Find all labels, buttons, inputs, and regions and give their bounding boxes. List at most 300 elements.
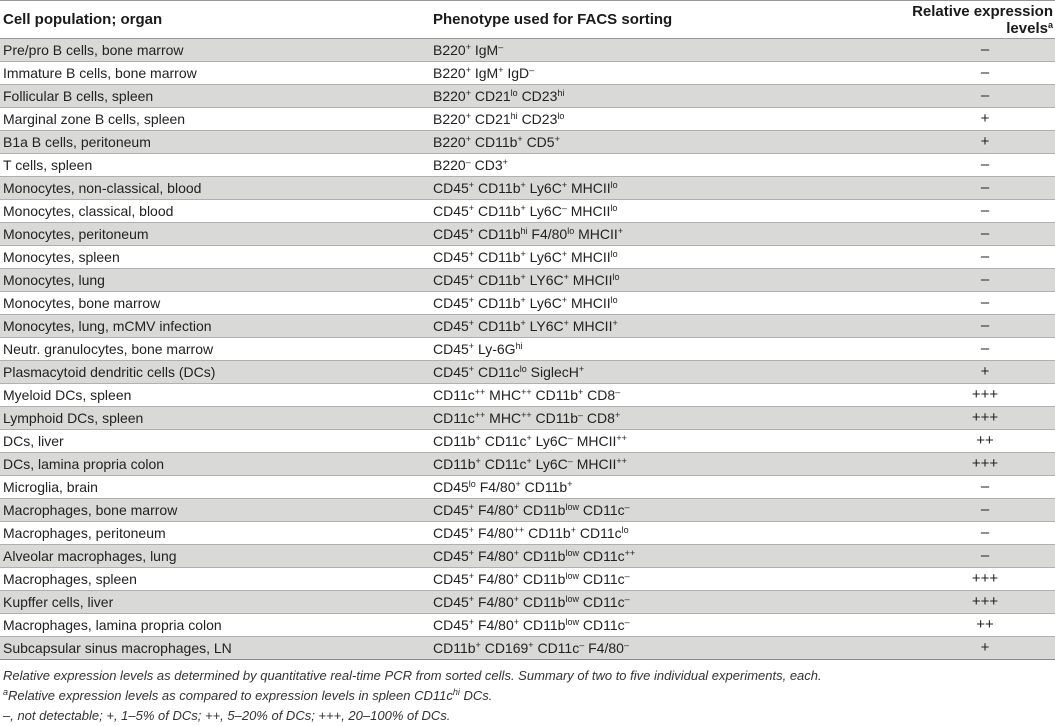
marker-level: + (468, 226, 475, 236)
header-relative-expression (865, 1, 1055, 39)
marker-name: CD11c (433, 387, 475, 403)
marker-level: + (513, 617, 520, 627)
marker-name: F4/80 (477, 571, 514, 587)
marker-name: CD5 (526, 134, 555, 150)
header-relative-label: Relative expression levels (912, 2, 1053, 37)
table-row (0, 637, 1055, 660)
footnote-summary: Relative expression levels as determined by quantitative real-time PCR from sorted cells. Summary of two to five individual experiments, each. (3, 668, 822, 683)
marker-name: CD11c (433, 410, 475, 426)
marker-name: MHCII (570, 249, 611, 265)
marker-name: CD11c (484, 456, 527, 472)
marker-name: MHCII (570, 295, 611, 311)
marker-name: CD11c (484, 433, 527, 449)
cell-population-cell: Monocytes, spleen (0, 246, 425, 269)
marker-level: ++ (616, 433, 627, 443)
table-row (0, 545, 1055, 568)
marker-level: + (468, 594, 475, 604)
phenotype-cell (425, 131, 865, 154)
marker-name: LY6C (529, 272, 564, 288)
relative-expression-cell: + (865, 108, 1055, 131)
marker-level: lo (468, 479, 476, 489)
marker-name: IgM (474, 42, 499, 58)
cell-population-cell: Macrophages, spleen (0, 568, 425, 591)
marker-name: MHCII (570, 203, 611, 219)
table-row (0, 430, 1055, 453)
cell-population-cell: Myeloid DCs, spleen (0, 384, 425, 407)
relative-expression-cell: + (865, 637, 1055, 660)
marker-level: ++ (513, 525, 525, 535)
marker-name: CD11b (522, 617, 566, 633)
marker-name: CD11b (477, 318, 521, 334)
marker-name: Ly-6G (477, 341, 516, 357)
marker-level: + (612, 318, 618, 328)
cell-population-cell: Plasmacytoid dendritic cells (DCs) (0, 361, 425, 384)
cell-population-cell: Follicular B cells, spleen (0, 85, 425, 108)
cell-population-cell: T cells, spleen (0, 154, 425, 177)
marker-level: – (578, 410, 584, 420)
marker-level: + (468, 341, 475, 351)
phenotype-cell (425, 315, 865, 338)
marker-level: low (565, 548, 579, 558)
table-row (0, 568, 1055, 591)
marker-level: lo (519, 364, 527, 374)
relative-expression-cell: – (865, 476, 1055, 499)
marker-level: + (468, 295, 475, 305)
marker-level: + (475, 456, 481, 466)
marker-name: Ly6C (535, 456, 568, 472)
marker-name: CD45 (433, 226, 469, 242)
relative-expression-cell: – (865, 177, 1055, 200)
marker-level: + (513, 571, 520, 581)
phenotype-cell (425, 476, 865, 499)
phenotype-cell (425, 361, 865, 384)
marker-name: B220 (433, 157, 466, 173)
marker-name: CD45 (433, 571, 469, 587)
marker-level: – (465, 157, 471, 167)
marker-level: + (578, 387, 584, 397)
cell-population-cell: Macrophages, bone marrow (0, 499, 425, 522)
marker-level: lo (610, 249, 618, 259)
marker-name: F4/80 (477, 594, 514, 610)
marker-name: CD11c (582, 548, 625, 564)
marker-name: Ly6C (529, 295, 562, 311)
marker-name: F4/80 (477, 617, 514, 633)
marker-level: + (578, 364, 585, 374)
marker-name: CD11b (477, 295, 521, 311)
marker-level: + (520, 203, 526, 213)
header-relative-footnote-mark: a (1047, 19, 1053, 30)
table-row (0, 407, 1055, 430)
relative-expression-cell: ++ (865, 430, 1055, 453)
relative-expression-cell: +++ (865, 453, 1055, 476)
relative-expression-cell: +++ (865, 591, 1055, 614)
marker-level: ++ (474, 387, 486, 397)
marker-name: CD3 (474, 157, 503, 173)
marker-name: F4/80 (588, 640, 624, 656)
marker-level: + (465, 111, 471, 121)
marker-level: ++ (616, 456, 627, 466)
marker-name: CD23 (521, 88, 558, 104)
marker-name: B220 (433, 42, 466, 58)
table-row (0, 131, 1055, 154)
marker-level: – (561, 203, 567, 213)
marker-name: B220 (433, 111, 466, 127)
footnote-legend: –, not detectable; +, 1–5% of DCs; ++, 5–20% of DCs; +++, 20–100% of DCs. (3, 708, 451, 723)
marker-name: CD11c (582, 594, 625, 610)
relative-expression-cell: – (865, 200, 1055, 223)
marker-level: + (570, 525, 576, 535)
marker-name: CD11b (522, 571, 566, 587)
table-row (0, 200, 1055, 223)
marker-level: ++ (521, 410, 532, 420)
marker-level: + (561, 295, 568, 305)
marker-level: + (513, 502, 520, 512)
marker-level: lo (612, 272, 620, 282)
marker-name: CD45 (433, 502, 469, 518)
marker-level: low (565, 617, 579, 627)
marker-level: + (502, 157, 508, 167)
phenotype-cell (425, 407, 865, 430)
marker-name: F4/80 (479, 479, 516, 495)
marker-level: – (623, 640, 629, 650)
cell-population-cell: Monocytes, lung (0, 269, 425, 292)
footnote-a-mark: a (3, 687, 9, 697)
phenotype-cell (425, 338, 865, 361)
table-row (0, 338, 1055, 361)
cell-population-cell: Marginal zone B cells, spleen (0, 108, 425, 131)
cell-population-cell: Lymphoid DCs, spleen (0, 407, 425, 430)
marker-level: + (465, 134, 471, 144)
marker-name: MHCII (570, 180, 611, 196)
marker-name: LY6C (529, 318, 564, 334)
phenotype-cell (425, 545, 865, 568)
marker-name: CD11b (474, 134, 518, 150)
table-row (0, 499, 1055, 522)
marker-level: + (520, 318, 526, 328)
marker-name: CD45 (433, 479, 469, 495)
relative-expression-cell: – (865, 499, 1055, 522)
marker-name: CD11b (477, 272, 521, 288)
phenotype-cell (425, 223, 865, 246)
phenotype-cell (425, 39, 865, 62)
relative-expression-cell: + (865, 131, 1055, 154)
marker-level: – (579, 640, 585, 650)
marker-level: ++ (521, 387, 532, 397)
table-row (0, 108, 1055, 131)
marker-level: lo (557, 111, 565, 121)
relative-expression-cell: – (865, 39, 1055, 62)
table-row (0, 476, 1055, 499)
marker-name: CD11b (522, 502, 566, 518)
phenotype-cell (425, 154, 865, 177)
marker-level: + (468, 318, 475, 328)
marker-name: CD45 (433, 295, 469, 311)
marker-level: + (475, 433, 481, 443)
marker-name: Ly6C (529, 180, 562, 196)
marker-level: + (517, 134, 523, 144)
phenotype-cell (425, 568, 865, 591)
marker-name: CD169 (484, 640, 529, 656)
cell-population-cell: Subcapsular sinus macrophages, LN (0, 637, 425, 660)
marker-name: CD45 (433, 594, 469, 610)
marker-level: low (565, 502, 579, 512)
marker-level: + (475, 640, 481, 650)
phenotype-cell (425, 522, 865, 545)
phenotype-cell (425, 85, 865, 108)
cell-population-cell: Alveolar macrophages, lung (0, 545, 425, 568)
marker-level: hi (557, 88, 565, 98)
marker-name: CD11b (535, 387, 579, 403)
marker-level: + (563, 318, 569, 328)
marker-level: + (563, 272, 569, 282)
footnote-a (3, 686, 1055, 706)
cell-population-cell: Monocytes, bone marrow (0, 292, 425, 315)
footnote-a-tail: DCs. (459, 688, 493, 703)
marker-name: CD23 (521, 111, 558, 127)
marker-name: CD11c (579, 525, 622, 541)
marker-name: MHC (489, 410, 522, 426)
table-row (0, 361, 1055, 384)
table-row (0, 384, 1055, 407)
relative-expression-cell: + (865, 361, 1055, 384)
phenotype-cell (425, 292, 865, 315)
table-row (0, 85, 1055, 108)
relative-expression-cell: +++ (865, 568, 1055, 591)
marker-name: CD11b (477, 249, 521, 265)
marker-name: MHCII (576, 433, 617, 449)
relative-expression-cell: – (865, 522, 1055, 545)
cell-population-cell: B1a B cells, peritoneum (0, 131, 425, 154)
marker-level: + (468, 180, 475, 190)
marker-level: + (468, 272, 475, 282)
phenotype-cell (425, 430, 865, 453)
marker-level: + (465, 42, 471, 52)
table-row (0, 154, 1055, 177)
marker-name: CD11c (582, 571, 625, 587)
marker-level: + (526, 456, 532, 466)
marker-level: + (468, 571, 475, 581)
marker-name: CD45 (433, 272, 469, 288)
marker-level: low (565, 594, 579, 604)
marker-level: – (624, 594, 630, 604)
relative-expression-cell: – (865, 545, 1055, 568)
marker-name: CD45 (433, 617, 469, 633)
cell-population-cell: Kupffer cells, liver (0, 591, 425, 614)
phenotype-cell (425, 384, 865, 407)
marker-name: CD45 (433, 249, 469, 265)
marker-name: CD11b (524, 479, 568, 495)
marker-name: CD21 (474, 111, 511, 127)
phenotype-cell (425, 453, 865, 476)
cell-population-cell: Monocytes, lung, mCMV infection (0, 315, 425, 338)
marker-level: – (567, 433, 573, 443)
marker-name: MHCII (572, 318, 613, 334)
marker-name: B220 (433, 65, 466, 81)
marker-name: CD11b (522, 594, 566, 610)
marker-name: CD21 (474, 88, 511, 104)
table-row (0, 246, 1055, 269)
marker-name: CD45 (433, 341, 469, 357)
marker-level: – (498, 42, 504, 52)
marker-level: hi (515, 341, 523, 351)
table-row (0, 614, 1055, 637)
marker-level: – (529, 65, 535, 75)
phenotype-cell (425, 269, 865, 292)
marker-level: lo (610, 180, 618, 190)
marker-level: + (520, 180, 526, 190)
relative-expression-cell: – (865, 269, 1055, 292)
table-row (0, 223, 1055, 246)
marker-name: CD11b (477, 226, 521, 242)
marker-level: + (561, 249, 568, 259)
marker-level: lo (610, 203, 618, 213)
marker-level: low (565, 571, 579, 581)
marker-level: + (468, 249, 475, 259)
cell-population-cell: Pre/pro B cells, bone marrow (0, 39, 425, 62)
relative-expression-cell: +++ (865, 384, 1055, 407)
marker-name: F4/80 (531, 226, 568, 242)
phenotype-cell (425, 177, 865, 200)
cell-population-cell: DCs, liver (0, 430, 425, 453)
marker-level: + (617, 226, 624, 236)
marker-name: Ly6C (535, 433, 568, 449)
marker-name: F4/80 (477, 525, 514, 541)
marker-level: + (465, 88, 471, 98)
marker-level: hi (520, 226, 528, 236)
marker-level: + (465, 65, 471, 75)
relative-expression-cell: – (865, 292, 1055, 315)
header-phenotype: Phenotype used for FACS sorting (425, 1, 865, 39)
marker-level: + (520, 295, 526, 305)
marker-level: – (615, 387, 621, 397)
marker-level: + (468, 203, 475, 213)
marker-name: F4/80 (477, 502, 514, 518)
phenotype-cell (425, 637, 865, 660)
marker-name: CD8 (586, 410, 615, 426)
marker-level: lo (610, 295, 618, 305)
marker-level: + (561, 180, 568, 190)
marker-name: CD11b (477, 180, 521, 196)
marker-name: CD11b (433, 640, 476, 656)
relative-expression-cell: +++ (865, 407, 1055, 430)
marker-name: CD11b (522, 548, 566, 564)
marker-name: Ly6C (529, 203, 562, 219)
cell-population-cell: Immature B cells, bone marrow (0, 62, 425, 85)
phenotype-cell (425, 614, 865, 637)
marker-name: B220 (433, 88, 466, 104)
marker-name: CD45 (433, 548, 469, 564)
marker-name: MHCII (578, 226, 618, 242)
marker-name: CD11b (433, 433, 476, 449)
phenotype-cell (425, 246, 865, 269)
marker-name: F4/80 (477, 548, 514, 564)
cell-population-cell: DCs, lamina propria colon (0, 453, 425, 476)
phenotype-cell (425, 591, 865, 614)
relative-expression-cell: – (865, 223, 1055, 246)
marker-level: + (554, 134, 560, 144)
footnote-a-text: Relative expression levels as compared to expression levels in spleen CD11c (8, 688, 453, 703)
marker-level: lo (621, 525, 629, 535)
marker-name: IgD (507, 65, 530, 81)
table-row (0, 62, 1055, 85)
marker-name: CD11b (535, 410, 579, 426)
footnote-a-superscript: hi (452, 687, 460, 697)
marker-name: CD45 (433, 318, 469, 334)
marker-level: hi (510, 111, 518, 121)
table-row (0, 177, 1055, 200)
relative-expression-cell: – (865, 315, 1055, 338)
table-row (0, 269, 1055, 292)
marker-level: + (468, 525, 475, 535)
marker-level: + (468, 617, 475, 627)
marker-name: CD45 (433, 180, 469, 196)
marker-level: + (468, 364, 475, 374)
marker-name: CD11b (477, 203, 521, 219)
marker-level: + (515, 479, 521, 489)
marker-level: lo (510, 88, 518, 98)
marker-level: + (526, 433, 532, 443)
phenotype-cell (425, 62, 865, 85)
cell-population-cell: Neutr. granulocytes, bone marrow (0, 338, 425, 361)
marker-level: ++ (474, 410, 486, 420)
relative-expression-cell: – (865, 62, 1055, 85)
table-body (0, 39, 1055, 660)
marker-level: + (520, 249, 526, 259)
marker-name: MHCII (572, 272, 613, 288)
relative-expression-cell: – (865, 154, 1055, 177)
marker-name: CD11b (433, 456, 476, 472)
marker-name: CD45 (433, 525, 469, 541)
table-row (0, 453, 1055, 476)
table-row (0, 315, 1055, 338)
marker-level: lo (567, 226, 575, 236)
cell-population-cell: Macrophages, lamina propria colon (0, 614, 425, 637)
marker-level: + (528, 640, 534, 650)
cell-population-cell: Monocytes, peritoneum (0, 223, 425, 246)
marker-name: CD11c (537, 640, 580, 656)
marker-level: – (567, 456, 573, 466)
relative-expression-cell: – (865, 85, 1055, 108)
marker-level: + (520, 272, 526, 282)
cell-population-cell: Macrophages, peritoneum (0, 522, 425, 545)
marker-name: SiglecH (530, 364, 579, 380)
marker-name: B220 (433, 134, 466, 150)
marker-level: + (468, 502, 475, 512)
relative-expression-cell: ++ (865, 614, 1055, 637)
marker-name: CD45 (433, 203, 469, 219)
marker-level: – (624, 502, 630, 512)
marker-level: + (498, 65, 504, 75)
marker-name: CD11b (528, 525, 571, 541)
marker-name: Ly6C (529, 249, 562, 265)
table-row (0, 591, 1055, 614)
marker-name: CD11c (582, 617, 625, 633)
relative-expression-cell: – (865, 246, 1055, 269)
marker-name: MHC (489, 387, 522, 403)
marker-name: CD11c (582, 502, 625, 518)
marker-level: + (614, 410, 621, 420)
marker-name: CD45 (433, 364, 469, 380)
cell-population-cell: Microglia, brain (0, 476, 425, 499)
cell-population-cell: Monocytes, non-classical, blood (0, 177, 425, 200)
marker-level: + (513, 548, 520, 558)
phenotype-cell (425, 499, 865, 522)
table-row (0, 39, 1055, 62)
marker-level: + (468, 548, 475, 558)
marker-name: CD11c (477, 364, 520, 380)
marker-level: + (567, 479, 573, 489)
marker-level: – (624, 617, 630, 627)
